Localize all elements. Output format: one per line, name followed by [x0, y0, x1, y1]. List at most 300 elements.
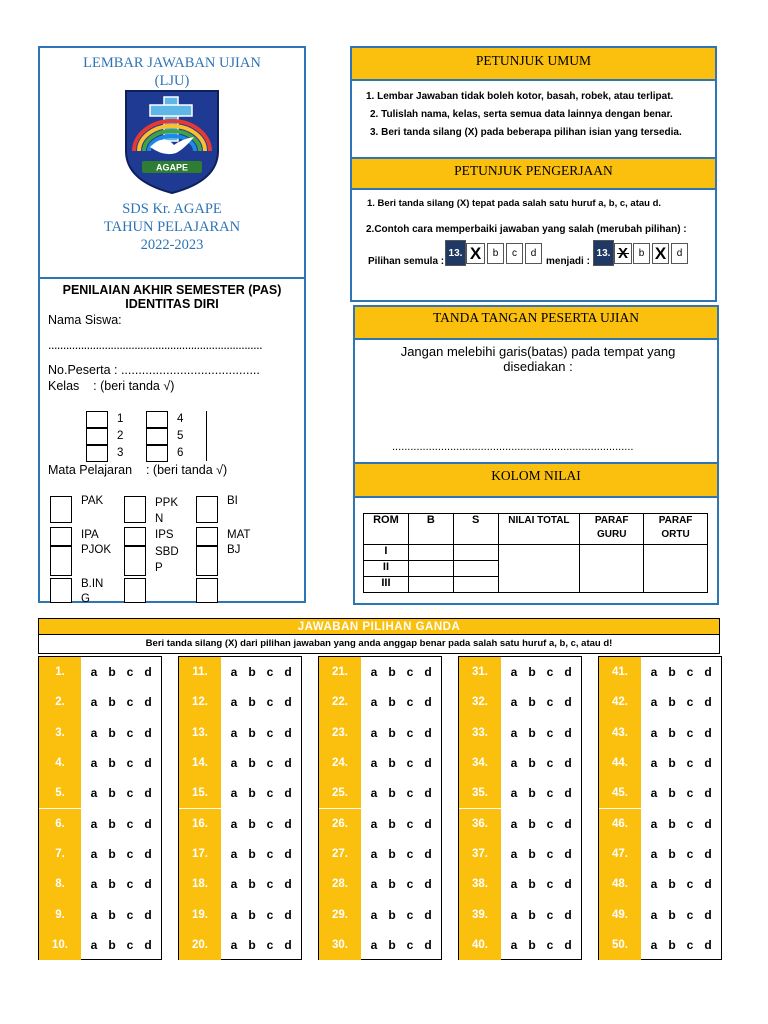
question-number: 2. — [39, 687, 81, 717]
answer-option-b[interactable]: b — [668, 816, 676, 831]
answer-option-b[interactable]: b — [108, 937, 116, 952]
answer-option-b[interactable]: b — [528, 816, 536, 831]
identity-title: IDENTITAS DIRI — [125, 297, 219, 311]
answer-option-c[interactable]: c — [546, 695, 554, 710]
answer-option-d[interactable]: d — [564, 786, 572, 801]
question-number: 45. — [599, 778, 641, 808]
mapel-sbdp-checkbox[interactable] — [124, 546, 146, 576]
answer-option-a[interactable]: a — [230, 725, 238, 740]
answer-option-a[interactable]: a — [90, 816, 98, 831]
answer-option-d[interactable]: d — [284, 786, 292, 801]
answer-option-a[interactable]: a — [90, 846, 98, 861]
answer-row — [599, 748, 721, 778]
answer-row — [179, 748, 301, 778]
answer-option-d[interactable]: d — [424, 937, 432, 952]
answer-options — [641, 748, 721, 778]
answer-option-c[interactable]: c — [406, 816, 414, 831]
answer-option-c[interactable]: c — [406, 725, 414, 740]
answer-option-c[interactable]: c — [266, 725, 274, 740]
answer-option-a[interactable]: a — [230, 786, 238, 801]
answer-option-b[interactable]: b — [108, 786, 116, 801]
answer-option-b[interactable]: b — [668, 877, 676, 892]
answer-row — [459, 930, 581, 960]
grade-cell[interactable] — [408, 545, 453, 561]
answer-option-d[interactable]: d — [564, 695, 572, 710]
mapel-ppkn-checkbox[interactable] — [124, 496, 146, 523]
answer-option-a[interactable]: a — [90, 695, 98, 710]
answer-option-c[interactable]: c — [126, 816, 134, 831]
answer-options — [501, 718, 581, 748]
question-number: 48. — [599, 869, 641, 899]
answer-option-b[interactable]: b — [388, 665, 396, 680]
answers-title: JAWABAN PILIHAN GANDA — [38, 618, 720, 635]
mapel-label: Mata Pelajaran : (beri tanda √) — [48, 463, 228, 477]
answer-option-b[interactable]: b — [248, 816, 256, 831]
answer-option-d[interactable]: d — [424, 665, 432, 680]
answer-option-b[interactable]: b — [108, 877, 116, 892]
answer-option-b[interactable]: b — [668, 695, 676, 710]
answer-option-d[interactable]: d — [284, 695, 292, 710]
answer-option-d[interactable]: d — [284, 877, 292, 892]
answer-option-b[interactable]: b — [248, 786, 256, 801]
answer-option-d[interactable]: d — [284, 937, 292, 952]
answer-option-b[interactable]: b — [248, 695, 256, 710]
answer-option-a[interactable]: a — [510, 695, 518, 710]
kelas-1-checkbox[interactable] — [86, 411, 108, 428]
mapel-bj-checkbox[interactable] — [196, 546, 218, 576]
answer-option-b[interactable]: b — [108, 846, 116, 861]
answer-option-b[interactable]: b — [108, 907, 116, 922]
answer-option-c[interactable]: c — [266, 756, 274, 771]
sample-number: 13. — [593, 240, 614, 266]
answer-option-c[interactable]: c — [126, 695, 134, 710]
answer-option-c[interactable]: c — [546, 756, 554, 771]
answer-options — [81, 748, 161, 778]
answer-row — [179, 687, 301, 717]
answer-option-d[interactable]: d — [564, 877, 572, 892]
kelas-3-checkbox[interactable] — [86, 445, 108, 462]
answer-option-c[interactable]: c — [406, 846, 414, 861]
answer-column — [178, 656, 302, 960]
answer-option-b[interactable]: b — [668, 725, 676, 740]
answer-option-d[interactable]: d — [424, 846, 432, 861]
answer-option-a[interactable]: a — [370, 786, 378, 801]
answer-option-d[interactable]: d — [704, 786, 712, 801]
answer-option-b[interactable]: b — [528, 665, 536, 680]
answer-option-c[interactable]: c — [266, 877, 274, 892]
answer-option-c[interactable]: c — [686, 846, 694, 861]
answer-option-b[interactable]: b — [248, 877, 256, 892]
answer-option-b[interactable]: b — [388, 786, 396, 801]
answer-option-d[interactable]: d — [704, 846, 712, 861]
answer-option-c[interactable]: c — [546, 786, 554, 801]
mapel-ipa-checkbox[interactable] — [50, 527, 72, 546]
answer-row — [599, 778, 721, 808]
answer-option-d[interactable]: d — [144, 877, 152, 892]
answer-option-a[interactable]: a — [230, 756, 238, 771]
answer-option-c[interactable]: c — [546, 816, 554, 831]
question-number: 33. — [459, 718, 501, 748]
answer-option-c[interactable]: c — [126, 907, 134, 922]
answer-options — [501, 869, 581, 899]
grade-cell[interactable] — [408, 577, 453, 593]
answer-row — [599, 839, 721, 869]
mapel-empty-checkbox[interactable] — [124, 578, 146, 603]
answer-option-c[interactable]: c — [126, 846, 134, 861]
answer-option-a[interactable]: a — [510, 937, 518, 952]
answer-options — [641, 839, 721, 869]
answer-option-b[interactable]: b — [528, 695, 536, 710]
answer-option-a[interactable]: a — [650, 877, 658, 892]
answer-option-d[interactable]: d — [564, 846, 572, 861]
answer-option-c[interactable]: c — [686, 665, 694, 680]
answers-instruction: Beri tanda silang (X) dari pilihan jawaban yang anda anggap benar pada salah satu huruf a, b, c, atau d! — [38, 635, 720, 654]
answer-option-a[interactable]: a — [370, 937, 378, 952]
answer-option-b[interactable]: b — [528, 786, 536, 801]
sheet-subtitle: (LJU) — [154, 73, 190, 89]
answer-row — [599, 809, 721, 839]
answer-option-b[interactable]: b — [388, 756, 396, 771]
answer-option-c[interactable]: c — [266, 695, 274, 710]
answer-option-c[interactable]: c — [266, 816, 274, 831]
answer-option-a[interactable]: a — [510, 846, 518, 861]
answer-option-c[interactable]: c — [266, 846, 274, 861]
answer-row — [319, 809, 441, 839]
answer-options — [641, 930, 721, 960]
answer-option-d[interactable]: d — [704, 816, 712, 831]
answer-option-d[interactable]: d — [704, 695, 712, 710]
answer-option-d[interactable]: d — [424, 877, 432, 892]
answer-option-b[interactable]: b — [388, 877, 396, 892]
paraf-ortu-cell[interactable] — [644, 545, 708, 593]
answer-option-a[interactable]: a — [370, 907, 378, 922]
mapel-pjok-checkbox[interactable] — [50, 546, 72, 576]
answer-option-d[interactable]: d — [564, 725, 572, 740]
answer-option-d[interactable]: d — [424, 725, 432, 740]
question-number: 6. — [39, 809, 81, 839]
answer-option-d[interactable]: d — [424, 786, 432, 801]
tanda-tangan-note: Jangan melebihi garis(batas) pada tempat yang disediakan : — [400, 344, 676, 374]
answer-option-b[interactable]: b — [528, 937, 536, 952]
answer-option-a[interactable]: a — [510, 725, 518, 740]
answer-option-c[interactable]: c — [406, 907, 414, 922]
answer-option-b[interactable]: b — [248, 756, 256, 771]
petunjuk-umum-item: 2. Tulislah nama, kelas, serta semua data lainnya dengan benar. — [370, 109, 673, 120]
sample-mark-x: X — [614, 243, 632, 264]
answer-option-c[interactable]: c — [126, 665, 134, 680]
answer-option-d[interactable]: d — [284, 756, 292, 771]
answer-option-b[interactable]: b — [668, 907, 676, 922]
answer-option-c[interactable]: c — [266, 786, 274, 801]
answer-option-a[interactable]: a — [90, 877, 98, 892]
kelas-6-checkbox[interactable] — [146, 445, 168, 462]
kelas-1-label: 1 — [117, 413, 124, 425]
answer-options — [501, 778, 581, 808]
grade-row-label: III — [364, 577, 409, 593]
answer-option-c[interactable]: c — [126, 877, 134, 892]
answer-option-d[interactable]: d — [704, 907, 712, 922]
answer-options — [501, 839, 581, 869]
answer-option-c[interactable]: c — [686, 877, 694, 892]
answer-row — [459, 869, 581, 899]
kelas-4-checkbox[interactable] — [146, 411, 168, 428]
answer-row — [319, 657, 441, 687]
answer-option-c[interactable]: c — [406, 695, 414, 710]
answer-option-d[interactable]: d — [704, 877, 712, 892]
answer-option-d[interactable]: d — [144, 937, 152, 952]
answer-option-d[interactable]: d — [424, 695, 432, 710]
answer-option-a[interactable]: a — [510, 877, 518, 892]
answer-option-a[interactable]: a — [370, 695, 378, 710]
answer-option-b[interactable]: b — [108, 695, 116, 710]
answer-option-b[interactable]: b — [108, 665, 116, 680]
answer-option-c[interactable]: c — [126, 937, 134, 952]
answer-option-c[interactable]: c — [406, 665, 414, 680]
answer-options — [221, 899, 301, 929]
answer-option-b[interactable]: b — [388, 907, 396, 922]
answer-option-c[interactable]: c — [266, 665, 274, 680]
answer-options — [81, 657, 161, 687]
question-number: 8. — [39, 869, 81, 899]
mapel-mat-checkbox[interactable] — [196, 527, 218, 546]
answer-option-a[interactable]: a — [230, 816, 238, 831]
answer-option-a[interactable]: a — [650, 816, 658, 831]
mapel-pak-checkbox[interactable] — [50, 496, 72, 523]
kelas-5-checkbox[interactable] — [146, 428, 168, 445]
answer-option-b[interactable]: b — [668, 665, 676, 680]
answer-options — [221, 778, 301, 808]
mapel-bing-checkbox[interactable] — [50, 578, 72, 603]
answer-option-d[interactable]: d — [144, 846, 152, 861]
peserta-field[interactable]: No.Peserta : ........................................ — [48, 363, 260, 377]
kolom-nilai-title: KOLOM NILAI — [353, 462, 719, 498]
answer-option-a[interactable]: a — [650, 937, 658, 952]
answer-option-a[interactable]: a — [90, 907, 98, 922]
answer-row — [319, 748, 441, 778]
answer-option-d[interactable]: d — [284, 846, 292, 861]
answer-option-a[interactable]: a — [90, 756, 98, 771]
answer-option-a[interactable]: a — [90, 937, 98, 952]
answer-option-d[interactable]: d — [284, 816, 292, 831]
question-number: 1. — [39, 657, 81, 687]
answer-option-c[interactable]: c — [546, 665, 554, 680]
answer-option-b[interactable]: b — [668, 937, 676, 952]
answer-option-a[interactable]: a — [510, 907, 518, 922]
answer-option-c[interactable]: c — [546, 907, 554, 922]
answer-option-b[interactable]: b — [528, 725, 536, 740]
name-field[interactable]: ........................................................................ — [48, 338, 263, 352]
answer-option-c[interactable]: c — [546, 725, 554, 740]
answer-option-c[interactable]: c — [686, 786, 694, 801]
answer-option-a[interactable]: a — [370, 816, 378, 831]
answer-option-b[interactable]: b — [388, 695, 396, 710]
answer-option-c[interactable]: c — [406, 756, 414, 771]
mapel-bing-label: B.IN G — [81, 578, 104, 605]
nilai-total-cell[interactable] — [498, 545, 580, 593]
answer-option-a[interactable]: a — [230, 846, 238, 861]
answer-option-a[interactable]: a — [90, 725, 98, 740]
answer-option-a[interactable]: a — [650, 725, 658, 740]
answer-option-b[interactable]: b — [108, 756, 116, 771]
sample-option-d: d — [525, 243, 542, 264]
question-number: 20. — [179, 930, 221, 960]
exam-title: PENILAIAN AKHIR SEMESTER (PAS) — [62, 283, 282, 297]
answer-option-d[interactable]: d — [564, 937, 572, 952]
question-number: 10. — [39, 930, 81, 960]
petunjuk-umum-title: PETUNJUK UMUM — [350, 46, 717, 81]
answer-option-a[interactable]: a — [510, 786, 518, 801]
answer-option-d[interactable]: d — [704, 937, 712, 952]
mapel-empty-checkbox[interactable] — [196, 578, 218, 603]
answer-option-a[interactable]: a — [230, 937, 238, 952]
answer-option-a[interactable]: a — [370, 756, 378, 771]
answer-option-a[interactable]: a — [650, 846, 658, 861]
paraf-guru-cell[interactable] — [580, 545, 644, 593]
answer-option-c[interactable]: c — [686, 937, 694, 952]
answer-option-a[interactable]: a — [370, 877, 378, 892]
answer-option-b[interactable]: b — [388, 937, 396, 952]
answer-option-c[interactable]: c — [406, 786, 414, 801]
answer-option-a[interactable]: a — [230, 665, 238, 680]
grade-header: PARAF GURU — [580, 514, 644, 545]
answer-row — [599, 869, 721, 899]
mapel-ips-checkbox[interactable] — [124, 527, 146, 546]
answer-option-c[interactable]: c — [266, 937, 274, 952]
answer-column — [458, 656, 582, 960]
answer-option-c[interactable]: c — [266, 907, 274, 922]
question-number: 40. — [459, 930, 501, 960]
answer-option-d[interactable]: d — [424, 816, 432, 831]
kelas-5-label: 5 — [177, 430, 184, 442]
answer-option-d[interactable]: d — [144, 756, 152, 771]
answer-option-d[interactable]: d — [144, 786, 152, 801]
signature-field[interactable]: ............................................................................... — [392, 441, 634, 453]
answer-option-a[interactable]: a — [370, 665, 378, 680]
answer-option-d[interactable]: d — [704, 665, 712, 680]
kelas-2-checkbox[interactable] — [86, 428, 108, 445]
answer-options — [361, 809, 441, 839]
answer-option-d[interactable]: d — [284, 907, 292, 922]
grade-cell[interactable] — [408, 561, 453, 577]
answer-option-c[interactable]: c — [686, 816, 694, 831]
answer-row — [319, 687, 441, 717]
answer-option-c[interactable]: c — [686, 756, 694, 771]
answer-option-b[interactable]: b — [668, 756, 676, 771]
answer-option-b[interactable]: b — [108, 816, 116, 831]
answer-option-b[interactable]: b — [668, 846, 676, 861]
answer-option-c[interactable]: c — [546, 877, 554, 892]
answer-option-c[interactable]: c — [406, 877, 414, 892]
answer-option-a[interactable]: a — [650, 756, 658, 771]
answer-option-c[interactable]: c — [126, 725, 134, 740]
answer-option-a[interactable]: a — [230, 877, 238, 892]
answer-option-a[interactable]: a — [650, 695, 658, 710]
answer-option-a[interactable]: a — [370, 846, 378, 861]
answer-option-b[interactable]: b — [528, 877, 536, 892]
answer-option-b[interactable]: b — [388, 725, 396, 740]
answer-column — [318, 656, 442, 960]
answer-option-a[interactable]: a — [510, 756, 518, 771]
answer-option-a[interactable]: a — [650, 907, 658, 922]
kelas-3-label: 3 — [117, 447, 124, 459]
answer-option-d[interactable]: d — [424, 756, 432, 771]
answer-option-c[interactable]: c — [686, 725, 694, 740]
answer-option-b[interactable]: b — [528, 756, 536, 771]
answer-row — [39, 718, 161, 748]
answer-row — [459, 778, 581, 808]
answer-option-d[interactable]: d — [144, 816, 152, 831]
answer-option-d[interactable]: d — [144, 695, 152, 710]
answer-option-d[interactable]: d — [424, 907, 432, 922]
answer-option-b[interactable]: b — [248, 665, 256, 680]
grade-cell[interactable] — [453, 561, 498, 577]
answer-column — [38, 656, 162, 960]
petunjuk-umum-item: 1. Lembar Jawaban tidak boleh kotor, basah, robek, atau terlipat. — [366, 91, 674, 102]
grade-cell[interactable] — [453, 577, 498, 593]
answer-option-c[interactable]: c — [686, 695, 694, 710]
answer-option-a[interactable]: a — [90, 786, 98, 801]
answer-option-d[interactable]: d — [704, 756, 712, 771]
answer-option-b[interactable]: b — [108, 725, 116, 740]
question-number: 7. — [39, 839, 81, 869]
answer-option-d[interactable]: d — [564, 665, 572, 680]
answer-option-c[interactable]: c — [406, 937, 414, 952]
answer-option-a[interactable]: a — [650, 665, 658, 680]
answer-option-b[interactable]: b — [528, 846, 536, 861]
answer-option-b[interactable]: b — [388, 816, 396, 831]
answer-option-d[interactable]: d — [144, 725, 152, 740]
answer-option-c[interactable]: c — [546, 937, 554, 952]
answer-option-d[interactable]: d — [564, 816, 572, 831]
answer-option-d[interactable]: d — [564, 756, 572, 771]
answer-option-d[interactable]: d — [284, 665, 292, 680]
answer-option-a[interactable]: a — [650, 786, 658, 801]
answer-option-a[interactable]: a — [510, 816, 518, 831]
answer-option-b[interactable]: b — [248, 725, 256, 740]
answer-option-b[interactable]: b — [388, 846, 396, 861]
answer-option-a[interactable]: a — [510, 665, 518, 680]
answer-option-d[interactable]: d — [284, 725, 292, 740]
answer-option-c[interactable]: c — [546, 846, 554, 861]
answer-option-b[interactable]: b — [528, 907, 536, 922]
answer-options — [81, 899, 161, 929]
grade-cell[interactable] — [453, 545, 498, 561]
grade-row-label: I — [364, 545, 409, 561]
question-number: 21. — [319, 657, 361, 687]
answer-option-d[interactable]: d — [564, 907, 572, 922]
answer-option-c[interactable]: c — [686, 907, 694, 922]
answer-option-d[interactable]: d — [704, 725, 712, 740]
answer-option-d[interactable]: d — [144, 665, 152, 680]
answer-options — [361, 899, 441, 929]
answer-option-a[interactable]: a — [230, 695, 238, 710]
answer-row — [39, 839, 161, 869]
answer-option-b[interactable]: b — [248, 907, 256, 922]
answer-option-a[interactable]: a — [90, 665, 98, 680]
question-number: 4. — [39, 748, 81, 778]
answer-option-b[interactable]: b — [668, 786, 676, 801]
answer-option-b[interactable]: b — [248, 846, 256, 861]
answer-option-c[interactable]: c — [126, 756, 134, 771]
answer-option-b[interactable]: b — [248, 937, 256, 952]
pilihan-semula-label: Pilihan semula : — [368, 256, 445, 267]
answer-option-d[interactable]: d — [144, 907, 152, 922]
mapel-bi-checkbox[interactable] — [196, 496, 218, 523]
answer-option-a[interactable]: a — [370, 725, 378, 740]
answer-option-a[interactable]: a — [230, 907, 238, 922]
answer-option-c[interactable]: c — [126, 786, 134, 801]
menjadi-label: menjadi : — [546, 256, 590, 267]
